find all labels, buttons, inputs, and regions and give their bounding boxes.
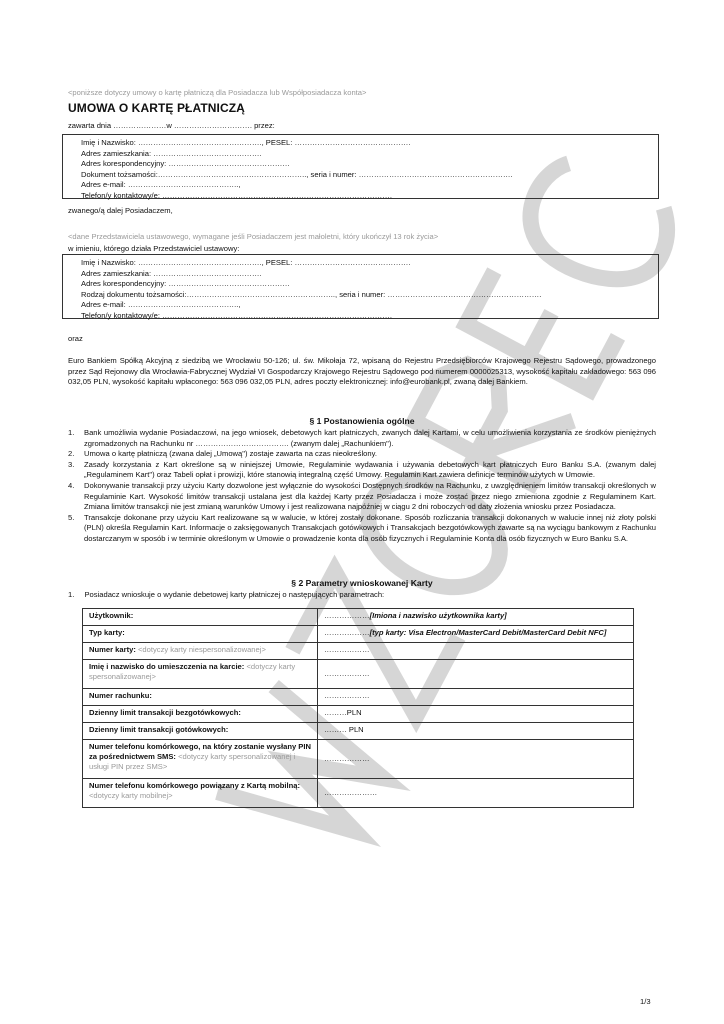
param-value-field[interactable] <box>318 740 634 779</box>
param-label-cell <box>83 609 318 626</box>
param-row <box>83 706 634 723</box>
param-label: Numer karty: <box>89 645 136 654</box>
card-parameters-table <box>82 608 634 808</box>
param-value-field[interactable] <box>318 706 634 723</box>
rep-correspondence-line: Adres korespondencyjny: ………………………………………… <box>81 279 290 289</box>
rep-phone-line: Telefon/y kontaktowy/e: ………………………………………………………………………………. <box>81 310 392 320</box>
and-word: oraz <box>68 334 83 343</box>
section1-item: 1. Bank umożliwia wydanie Posiadaczowi, na jego wniosek, debetowych kart płatniczych, zwanych dalej Kartami, w celu umożliwienia korzystania ze środków pieniężnych zgromadzonych na Rachunku nr ………………………………. (zwanym dalej „Rachunkiem"). <box>68 428 656 448</box>
param-value-hint: [typ karty: Visa Electron/MasterCard Debit/MasterCard Debit NFC] <box>369 628 607 637</box>
param-value-dots: ……………… <box>324 691 370 700</box>
param-value-dots: ……………… <box>324 754 370 763</box>
section1-item: 4. Dokonywanie transakcji przy użyciu Karty dozwolone jest wyłącznie do wysokości Dostępnych środków na Rachunku, z uwzględnieniem limitów transakcji określonych w Regulaminie Kart. Wysokość limitów transakcji ustalana jest dla każdej Karty przez Posiadacza i może zostać przez niego zmieniona zgodnie z Regulaminem Kart. Zmiana limitów transakcji nie jest zmianą warunków Umowy i jest realizowana najpóźniej w ciągu 2 dni roboczych od daty złożenia wniosku przez Posiadacza. <box>68 480 656 512</box>
param-value-dots: ………PLN <box>324 708 362 717</box>
param-label-cell <box>83 626 318 643</box>
rep-document-line: Rodzaj dokumentu tożsamości:………………………………………………….., seria i numer: ……………………………………………………. <box>81 289 542 299</box>
section2-intro-text: Posiadacz wnioskuje o wydanie debetowej karty płatniczej o następujących parametrach: <box>84 590 385 599</box>
param-value-dots: ……………… <box>324 669 370 678</box>
section1-item: 5. Transakcje dokonane przy użyciu Kart realizowane są w walucie, w której zostały dokonane. Sposób rozliczania transakcji dokonanych w walucie innej niż złoty polski (PLN) określa Regulamin Kart. Informacje o zaksięgowanych Transakcjach gotówkowych i Transakcjach bezgotówkowych zawarte są na wyciągu bankowym z Rachunku dostarczanym w sposób i w terminie określonym w Umowie o prowadzenie konta dla osób fizycznych i Regulaminie Konta dla osób fizycznych w Euro Banku S.A. <box>68 512 656 543</box>
param-label-note: <dotyczy karty niespersonalizowanej> <box>137 645 266 654</box>
representative-note: <dane Przedstawiciela ustawowego, wymagane jeśli Posiadaczem jest małoletni, który ukończył 13 rok życia> <box>68 232 439 241</box>
param-value-field[interactable] <box>318 626 634 643</box>
param-value-hint: [Imiona i nazwisko użytkownika karty] <box>369 611 507 620</box>
param-value-field[interactable] <box>318 660 634 689</box>
rep-address-line: Adres zamieszkania: ……………………………………. <box>81 268 262 278</box>
param-value-dots: ……… PLN <box>324 725 364 734</box>
param-label-cell <box>83 779 318 808</box>
param-label: Dzienny limit transakcji gotówkowych: <box>89 725 229 734</box>
section1-item: 2. Umowa o kartę płatniczą (zwana dalej „Umową") zostaje zawarta na czas nieokreślony. <box>68 449 377 459</box>
param-row <box>83 779 634 808</box>
param-label-note: <dotyczy karty spersonalizowanej i usługi PIN przez SMS> <box>89 752 296 771</box>
param-row <box>83 609 634 626</box>
representative-intro: w imieniu, którego działa Przedstawiciel ustawowy: <box>68 244 240 253</box>
param-label: Typ karty: <box>89 628 125 637</box>
param-label-cell <box>83 643 318 660</box>
document-title: UMOWA O KARTĘ PŁATNICZĄ <box>68 101 245 115</box>
param-label-note: <dotyczy karty spersonalizowanej> <box>89 662 296 681</box>
holder-email-line: Adres e-mail: …………………………………….., <box>81 180 241 190</box>
section2-intro-num: 1. <box>68 590 75 599</box>
section1-heading: § 1 Postanowienia ogólne <box>309 416 415 426</box>
concluded-line: zawarta dnia …………………w …………………………. przez: <box>68 121 275 130</box>
representative-data-box <box>62 254 659 319</box>
holder-document-line: Dokument tożsamości:………………………………………………….., seria i numer: ……………………………………………………. <box>81 169 513 179</box>
param-label: Dzienny limit transakcji bezgotówkowych: <box>89 708 241 717</box>
param-label-cell <box>83 740 318 779</box>
param-label-cell <box>83 689 318 706</box>
section1-item: 3. Zasady korzystania z Kart określone są w niniejszej Umowie, Regulaminie wydawania i używania debetowych kart płatniczych Euro Banku S.A. (zwanym dalej „Regulaminem Kart") oraz Tabeli opłat i prowizji, które stanowią integralną część Umowy. Regulamin Kart zawiera definicje terminów użytych w Umowie. <box>68 459 656 480</box>
param-row <box>83 740 634 779</box>
section2-heading: § 2 Parametry wnioskowanej Karty <box>291 578 433 588</box>
param-value-field[interactable] <box>318 609 634 626</box>
bank-paragraph: Euro Bankiem Spółką Akcyjną z siedzibą we Wrocławiu 50-126; ul. św. Mikołaja 72, wpisaną do Rejestru Przedsiębiorców Krajowego Rejestru Sądowego, prowadzonego przez Sąd Rejonowy dla Wrocławia-Fabrycznej Wydział VI Gospodarczy Krajowego Rejestru Sądowego pod numerem 0000025313, wysokość kapitału zakładowego: 563 096 032,05 PLN, wysokość kapitału wpłaconego: 563 096 032,05 PLN, adres poczty elektronicznej: info@eurobank.pl, zwaną dalej Bankiem. <box>68 356 656 387</box>
param-value-field[interactable] <box>318 689 634 706</box>
param-value-field[interactable] <box>318 643 634 660</box>
holder-phone-line: Telefon/y kontaktowy/e: ………………………………………………………………………………. <box>81 190 392 200</box>
param-label: Użytkownik: <box>89 611 134 620</box>
param-label: Numer rachunku: <box>89 691 152 700</box>
section1-list <box>68 428 656 545</box>
holder-data-box <box>62 134 659 199</box>
param-value-dots: ………………… <box>324 788 378 797</box>
holder-name-line: Imię i Nazwisko: …………………………………………., PESEL: ………………………………………. <box>81 138 411 147</box>
param-value-dots: ……………… <box>324 628 370 637</box>
param-row <box>83 689 634 706</box>
param-label: Numer telefonu komórkowego, na który zostanie wysłany PIN za pośrednictwem SMS: <box>89 742 311 761</box>
param-row <box>83 660 634 689</box>
page-number: 1/3 <box>640 997 651 1006</box>
param-label: Numer telefonu komórkowego powiązany z Kartą mobilną: <box>89 781 300 790</box>
holder-correspondence-line: Adres korespondencyjny: ………………………………………… <box>81 159 290 169</box>
rep-email-line: Adres e-mail: …………………………………….., <box>81 300 241 310</box>
param-row <box>83 643 634 660</box>
param-label-cell <box>83 706 318 723</box>
rep-name-line: Imię i Nazwisko: …………………………………………., PESEL: ………………………………………. <box>81 258 411 267</box>
param-label-cell <box>83 660 318 689</box>
holder-called-line: zwanego/ą dalej Posiadaczem, <box>68 206 173 215</box>
param-value-dots: ……………… <box>324 611 370 620</box>
param-row <box>83 626 634 643</box>
param-value-field[interactable] <box>318 779 634 808</box>
param-label-cell <box>83 723 318 740</box>
param-label-note: <dotyczy karty mobilnej> <box>89 791 173 800</box>
param-value-field[interactable] <box>318 723 634 740</box>
holder-address-line: Adres zamieszkania: ……………………………………. <box>81 148 262 158</box>
section2-intro <box>68 590 384 601</box>
param-label: Imię i nazwisko do umieszczenia na karcie: <box>89 662 245 671</box>
param-value-dots: ……………… <box>324 645 370 654</box>
param-row <box>83 723 634 740</box>
header-note: <poniższe dotyczy umowy o kartę płatniczą dla Posiadacza lub Współposiadacza konta> <box>68 88 367 97</box>
